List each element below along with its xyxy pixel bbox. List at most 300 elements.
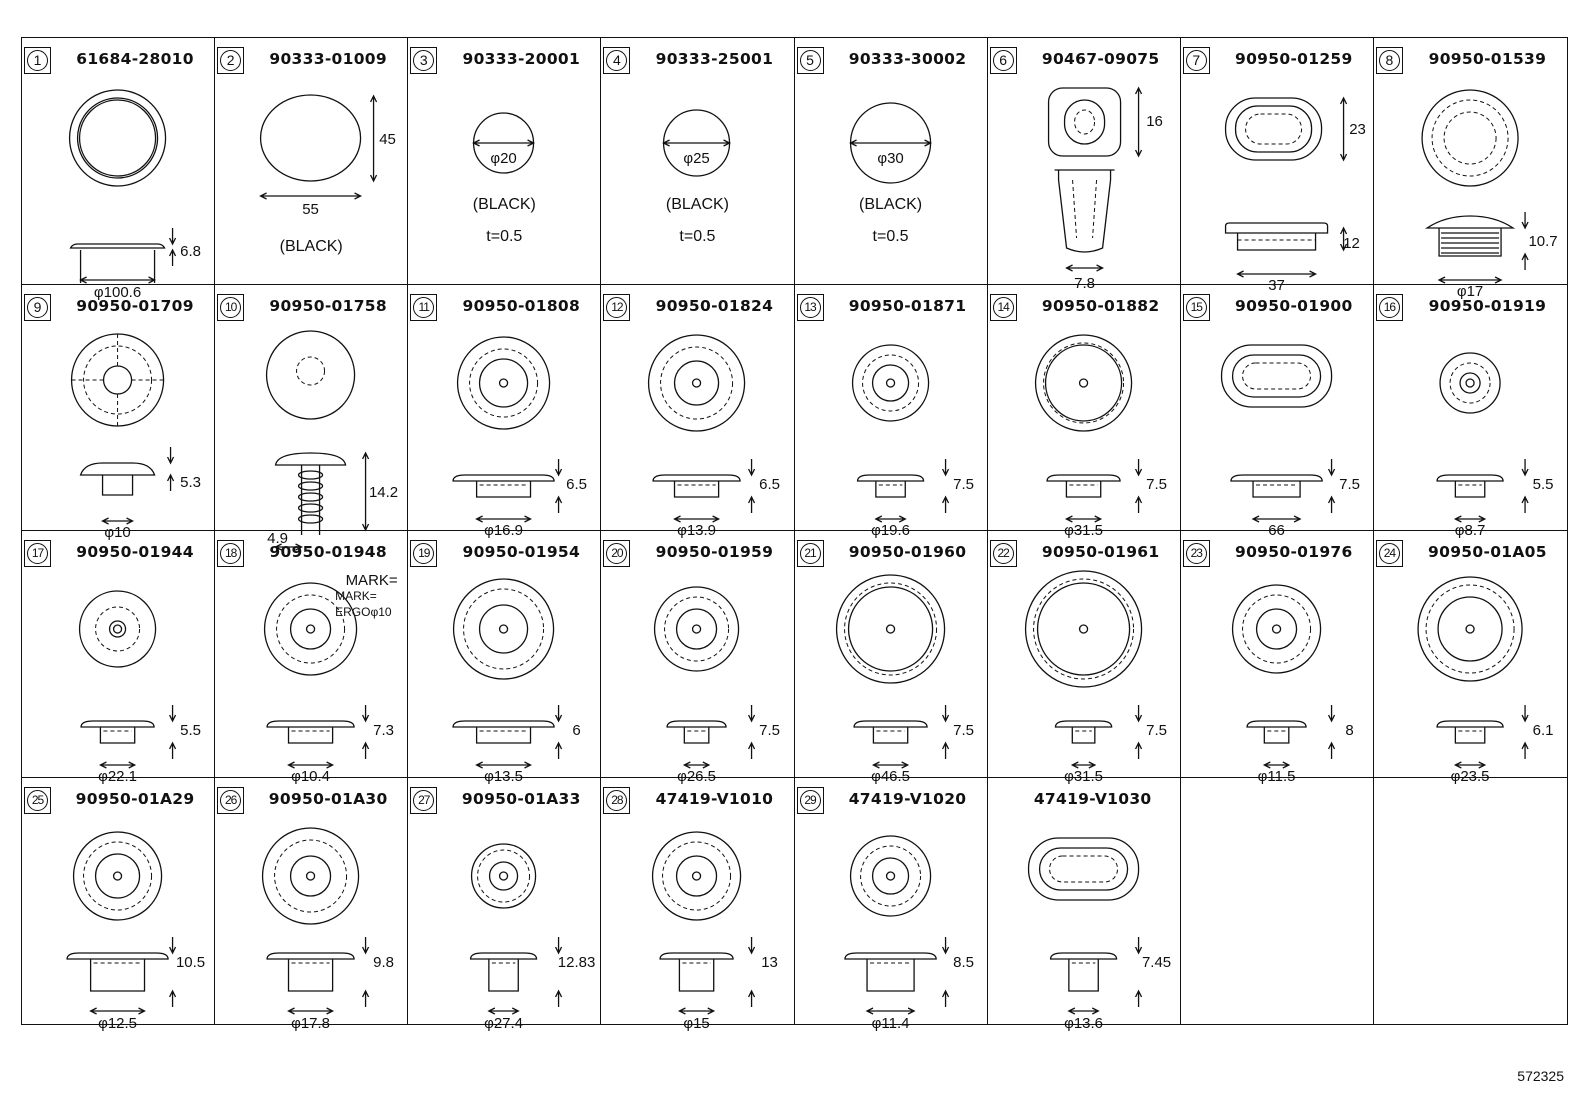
part-note: (BLACK)	[665, 196, 729, 213]
dimension-label: 12.83	[558, 953, 596, 971]
dimension-line	[664, 140, 730, 146]
top-view-ring	[96, 607, 140, 651]
dimension-label: φ19.6	[870, 521, 910, 539]
dimension-line	[556, 937, 562, 1007]
side-view-body	[1054, 170, 1114, 252]
dimension-label: 9.8	[373, 953, 395, 971]
callout-number	[603, 540, 630, 567]
part-drawing-svg	[795, 571, 987, 785]
dimension-label: 23	[1348, 121, 1366, 138]
center-hole	[1466, 625, 1474, 633]
dimension-label: 7.5	[1145, 475, 1167, 493]
callout-number-label: 16	[1379, 297, 1400, 318]
top-view-ring	[80, 591, 156, 667]
part-drawing	[408, 78, 600, 283]
top-view-ring	[872, 365, 908, 401]
outline	[70, 90, 166, 186]
outline	[1235, 106, 1311, 152]
drawing-group	[453, 337, 587, 539]
part-drawing	[795, 818, 987, 1032]
part-number: 90950-01808	[462, 296, 581, 315]
part-cell	[1374, 38, 1567, 300]
outline	[1039, 848, 1127, 890]
part-drawing	[215, 325, 407, 547]
part-cell	[795, 531, 988, 785]
part-drawing-svg	[408, 818, 600, 1032]
side-view-body	[685, 727, 710, 743]
side-view-body	[489, 959, 518, 991]
side-view-flange	[67, 953, 168, 959]
parts-grid	[21, 37, 1568, 1032]
dimension-label: φ12.5	[98, 1014, 138, 1032]
top-view-ring	[653, 832, 741, 920]
callout-number-label: 4	[606, 50, 627, 71]
side-view-body	[680, 959, 714, 991]
part-number: 90333-01009	[269, 50, 387, 68]
part-cell	[22, 38, 215, 301]
callout-number	[217, 294, 244, 321]
dimension-line	[749, 937, 755, 1007]
side-view-flange	[276, 453, 346, 465]
top-view-ring	[291, 856, 331, 896]
part-cell	[22, 531, 215, 785]
dimension-line	[489, 1008, 518, 1014]
extension-line	[81, 250, 155, 283]
part-note: (BLACK)	[472, 196, 536, 213]
part-drawing-svg	[795, 325, 987, 539]
side-view-flange	[854, 721, 927, 727]
callout-number-label: 21	[800, 543, 821, 564]
dimension-label: 45	[379, 131, 397, 148]
top-view-ring	[1045, 345, 1121, 421]
outline	[1242, 363, 1310, 389]
drawing-group	[72, 334, 201, 541]
part-number: 90950-01A05	[1428, 543, 1547, 561]
drawing-group	[850, 103, 930, 183]
top-view-ring	[480, 605, 528, 653]
top-view-ring	[675, 361, 719, 405]
top-view-ring	[844, 583, 936, 675]
top-view-ring	[1232, 585, 1320, 673]
side-view-flange	[1047, 475, 1120, 481]
outline	[1064, 100, 1104, 144]
part-cell	[988, 778, 1181, 1032]
side-view-body	[1439, 228, 1501, 256]
top-view-ring	[1242, 595, 1310, 663]
dimension-line	[1328, 459, 1334, 513]
top-view-ring	[478, 850, 530, 902]
dimension-line	[1522, 212, 1528, 270]
outline	[80, 100, 156, 176]
part-drawing-svg	[1181, 571, 1373, 785]
callout-number	[1183, 294, 1210, 321]
side-view-flange	[1225, 223, 1327, 233]
top-view-ring	[872, 858, 908, 894]
dimension-line	[371, 96, 377, 181]
side-view-body	[103, 475, 133, 495]
top-view-ring	[1426, 585, 1514, 673]
part-note: (BLACK)	[279, 238, 343, 255]
part-cell	[795, 38, 988, 285]
side-view-body	[1072, 727, 1095, 743]
part-cell	[1374, 778, 1567, 1025]
dimension-line	[867, 1008, 914, 1014]
part-drawing	[408, 325, 600, 539]
dimension-label: 6	[572, 722, 581, 739]
top-view-ring	[263, 828, 359, 924]
drawing-group	[1232, 585, 1353, 785]
callout-number-label: 15	[1186, 297, 1207, 318]
dimension-label: φ23.5	[1450, 768, 1490, 785]
callout-number	[410, 787, 437, 814]
dimension-label: φ8.7	[1454, 521, 1486, 539]
drawing-group	[836, 575, 973, 785]
top-view-ring	[458, 337, 550, 429]
dimension-label: φ46.5	[870, 768, 910, 785]
side-view-flange	[81, 721, 154, 727]
top-view-ring	[1460, 373, 1480, 393]
part-drawing-svg	[601, 325, 793, 539]
center-hole	[886, 379, 894, 387]
callout-number-label: 14	[993, 297, 1014, 318]
part-number: 61684-28010	[76, 50, 194, 68]
side-view-flange	[1050, 953, 1116, 959]
part-drawing	[601, 818, 793, 1032]
drawing-group	[263, 828, 394, 1032]
center-hole	[307, 625, 315, 633]
top-view-ring	[665, 597, 729, 661]
drawing-group	[1048, 88, 1162, 292]
callout-number-label: 20	[606, 543, 627, 564]
part-drawing-svg	[408, 325, 600, 539]
dimension-label: 55	[302, 201, 320, 218]
dimension-line	[363, 937, 369, 1007]
dimension-line	[1068, 1008, 1097, 1014]
part-drawing	[601, 325, 793, 539]
dimension-line	[474, 140, 534, 146]
top-view-ring	[677, 856, 717, 896]
side-view-flange	[667, 721, 726, 727]
drawing-group	[70, 90, 201, 301]
dimension-line	[1328, 705, 1334, 759]
dimension-label: 37	[1267, 277, 1285, 294]
part-drawing	[22, 325, 214, 541]
drawing-group	[80, 591, 201, 785]
center-hole	[1272, 625, 1280, 633]
dimension-label: 7.45	[1141, 953, 1171, 971]
center-hole	[114, 625, 122, 633]
outline	[1049, 856, 1117, 882]
outline	[267, 331, 355, 419]
dimension-label: 7.5	[1338, 475, 1360, 493]
outline	[1225, 98, 1321, 160]
outline	[1028, 838, 1138, 900]
dimension-label: 6.5	[759, 475, 781, 493]
part-drawing	[22, 78, 214, 301]
outline	[1422, 90, 1518, 186]
part-cell	[601, 38, 794, 285]
top-view-ring	[862, 355, 918, 411]
dimension-label: 7.5	[952, 722, 974, 739]
callout-number-label: 28	[606, 790, 627, 811]
center-hole	[500, 625, 508, 633]
callout-number	[24, 540, 51, 567]
dimension-label: 6.1	[1532, 722, 1554, 739]
callout-number	[1376, 294, 1403, 321]
callout-number-label: 27	[413, 790, 434, 811]
callout-number-label: 10	[220, 297, 241, 318]
dimension-label: φ11.5	[1257, 768, 1296, 785]
part-drawing-svg	[1181, 325, 1373, 539]
center-hole	[693, 872, 701, 880]
part-cell	[215, 531, 408, 785]
part-cell	[988, 531, 1181, 785]
callout-number-label: 19	[413, 543, 434, 564]
outline	[1444, 112, 1496, 164]
part-drawing	[988, 818, 1180, 1032]
dimension-label: φ31.5	[1063, 768, 1103, 785]
callout-number-label: 25	[27, 790, 48, 811]
top-view-ring	[472, 844, 536, 908]
callout-number-label: 7	[1186, 50, 1207, 71]
part-drawing-svg	[988, 325, 1180, 539]
top-view-ring	[1418, 577, 1522, 681]
side-view-flange	[1247, 721, 1306, 727]
outline	[297, 357, 325, 385]
drawing-group	[1418, 577, 1553, 785]
callout-number	[990, 540, 1017, 567]
outline	[1432, 100, 1508, 176]
dimension-label: 5.3	[180, 473, 201, 491]
part-drawing-svg	[22, 818, 214, 1032]
part-drawing	[408, 818, 600, 1032]
part-note: MARK=	[335, 589, 377, 603]
part-cell	[1181, 531, 1374, 785]
callout-number-label: 3	[413, 50, 434, 71]
side-view-flange	[267, 953, 354, 959]
top-view-ring	[655, 587, 739, 671]
dimension-label: 8.5	[952, 953, 974, 971]
part-drawing-svg	[22, 571, 214, 785]
side-view-flange	[653, 475, 740, 481]
dimension-line	[942, 705, 948, 759]
top-view-ring	[661, 347, 733, 419]
callout-number	[217, 787, 244, 814]
outline	[72, 334, 164, 426]
side-view-flange	[1231, 475, 1322, 481]
part-drawing-svg	[988, 818, 1180, 1032]
part-drawing-svg	[215, 818, 407, 1032]
side-view-body	[1264, 727, 1289, 743]
part-cell	[22, 778, 215, 1032]
side-view-flange	[453, 721, 554, 727]
drawing-group	[1028, 838, 1171, 1032]
callout-number	[797, 294, 824, 321]
part-number: 90950-01960	[848, 543, 967, 561]
callout-number-label: 22	[993, 543, 1014, 564]
side-view-flange	[71, 244, 165, 248]
part-number: 90950-01900	[1235, 296, 1353, 315]
part-number: 90950-01948	[269, 543, 387, 561]
dimension-line	[91, 1008, 145, 1014]
top-view-ring	[663, 842, 731, 910]
callout-number-label: 6	[993, 50, 1014, 71]
side-view-flange	[1427, 216, 1513, 228]
part-drawing-svg	[1374, 571, 1567, 785]
top-view-ring	[110, 621, 126, 637]
drawing-group	[265, 572, 398, 785]
part-drawing-svg	[795, 78, 987, 283]
drawing-group	[67, 832, 205, 1032]
dimension-label: 7.8	[1073, 275, 1095, 292]
dimension-line	[749, 705, 755, 759]
callout-number	[24, 294, 51, 321]
center-hole	[693, 625, 701, 633]
drawing-group	[1035, 335, 1166, 539]
part-drawing	[601, 571, 793, 785]
side-view-body	[1068, 959, 1097, 991]
center-hole	[500, 872, 508, 880]
top-view-ring	[852, 345, 928, 421]
part-cell	[988, 38, 1181, 292]
dimension-line	[1135, 705, 1141, 759]
dimension-line	[168, 447, 174, 491]
callout-number	[603, 787, 630, 814]
part-number: 90950-01A30	[268, 789, 388, 808]
side-view-flange	[857, 475, 923, 481]
part-number: 90333-25001	[655, 50, 774, 68]
part-number: 90950-01882	[1041, 296, 1160, 315]
dimension-line	[363, 705, 369, 759]
part-drawing	[988, 325, 1180, 539]
part-note: (BLACK)	[859, 196, 923, 213]
callout-number	[1376, 47, 1403, 74]
dimension-label: 6.5	[566, 475, 588, 493]
part-cell	[1374, 531, 1567, 785]
callout-number-label: 26	[220, 790, 241, 811]
top-view-ring	[836, 575, 944, 683]
top-view-ring	[454, 579, 554, 679]
dimension-line	[942, 459, 948, 513]
part-cell	[1181, 778, 1374, 1025]
center-hole	[1079, 625, 1087, 633]
dimension-label: 5.5	[1532, 475, 1554, 493]
dimension-label: φ100.6	[93, 284, 142, 301]
outline	[1221, 345, 1331, 407]
callout-number	[1183, 47, 1210, 74]
part-drawing-svg	[601, 78, 793, 283]
callout-number	[990, 47, 1017, 74]
dimension-label: 7.5	[759, 722, 781, 739]
part-cell	[1181, 38, 1374, 294]
part-cell	[408, 285, 601, 539]
center-hole	[307, 872, 315, 880]
side-view-body	[477, 727, 531, 743]
callout-number-label: 8	[1379, 50, 1400, 71]
part-drawing	[408, 571, 600, 785]
side-view-flange	[267, 721, 354, 727]
side-view-body	[91, 959, 145, 991]
dimension-label: 7.5	[1145, 722, 1167, 739]
dimension-label: 6.8	[180, 243, 201, 260]
top-view-ring	[74, 832, 162, 920]
dimension-label: 5.5	[180, 722, 201, 739]
callout-number-label: 12	[606, 297, 627, 318]
part-drawing	[795, 78, 987, 283]
callout-number	[990, 294, 1017, 321]
dimension-label: 10.5	[175, 953, 206, 971]
part-number: 90950-01961	[1041, 543, 1160, 561]
part-cell	[22, 285, 215, 541]
top-view-ring	[1033, 579, 1133, 679]
dimension-label: φ13.6	[1063, 1014, 1103, 1032]
part-cell	[601, 778, 794, 1032]
side-view-hidden-line	[1072, 180, 1096, 238]
part-number: 90950-01824	[655, 296, 774, 315]
dimension-label: φ30	[876, 150, 904, 167]
dimension-line	[81, 277, 155, 283]
dimension-label: φ31.5	[1063, 521, 1103, 539]
top-view-ring	[1025, 571, 1141, 687]
callout-number	[797, 540, 824, 567]
top-view-ring	[84, 842, 152, 910]
part-cell	[795, 778, 988, 1032]
callout-number-label: 18	[220, 543, 241, 564]
callout-number	[217, 47, 244, 74]
dimension-line	[261, 193, 361, 199]
part-number: 90467-09075	[1041, 50, 1160, 68]
dimension-line	[1135, 937, 1141, 1007]
dimension-line	[170, 228, 176, 266]
callout-number-label: 23	[1186, 543, 1207, 564]
outline	[104, 366, 132, 394]
dimension-line	[170, 705, 176, 759]
callout-number	[797, 47, 824, 74]
callout-number	[410, 540, 437, 567]
drawing-group	[261, 95, 396, 218]
dimension-line	[556, 459, 562, 513]
dimension-label: 4.9	[267, 529, 289, 547]
dimension-label: φ17.8	[291, 1014, 331, 1032]
center-hole	[1466, 379, 1474, 387]
side-view-body	[867, 959, 914, 991]
part-number: 90333-30002	[848, 50, 967, 68]
part-drawing-svg	[795, 818, 987, 1032]
outline	[1232, 355, 1320, 397]
callout-number-label: 29	[800, 790, 821, 811]
dimension-label: MARK=	[345, 572, 398, 589]
dimension-line	[1340, 98, 1346, 160]
side-view-body	[289, 959, 333, 991]
side-view-body	[1237, 233, 1315, 250]
callout-number-label: 17	[27, 543, 48, 564]
callout-number-label: 1	[27, 50, 48, 71]
callout-number-label: 2	[220, 50, 241, 71]
side-view-body	[1253, 481, 1300, 497]
callout-number	[603, 47, 630, 74]
center-hole	[693, 379, 701, 387]
part-number: 90950-01954	[462, 543, 581, 561]
dimension-label: 7.5	[952, 475, 974, 493]
part-cell	[988, 285, 1181, 539]
dimension-line	[1066, 265, 1102, 271]
dimension-label: φ11.4	[871, 1014, 909, 1032]
dimension-line	[749, 459, 755, 513]
side-view-body	[873, 727, 907, 743]
part-drawing	[988, 78, 1180, 292]
part-number: 90950-01758	[269, 296, 387, 315]
callout-number-label: 24	[1379, 543, 1400, 564]
